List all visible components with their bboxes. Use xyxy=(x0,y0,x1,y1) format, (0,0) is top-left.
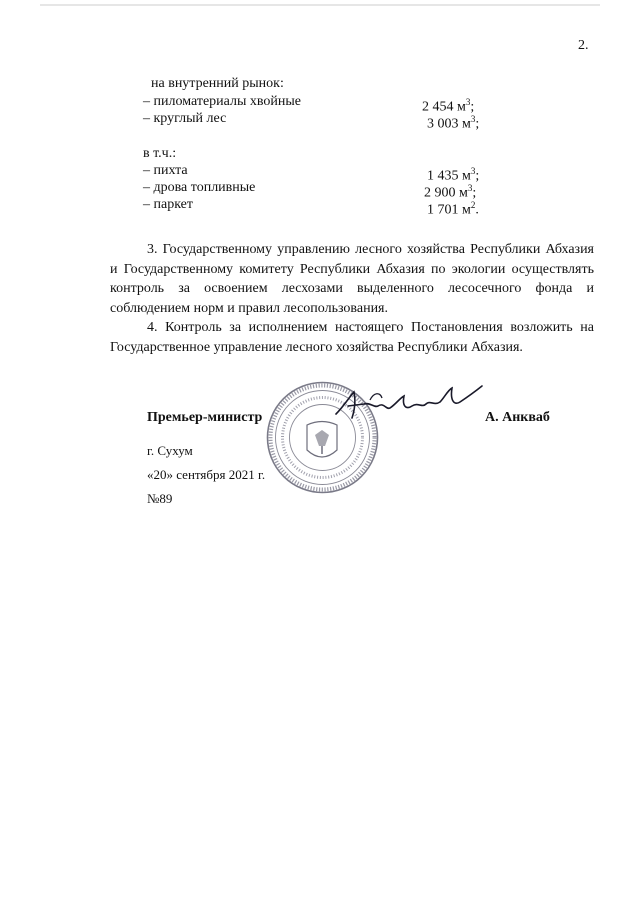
item-label: – пиломатериалы хвойные xyxy=(143,94,301,109)
page-number: 2. xyxy=(578,38,589,53)
item-label: – паркет xyxy=(143,197,193,212)
handwritten-signature xyxy=(330,378,490,428)
item-value: 2 454 $м^3$; xyxy=(422,97,475,115)
item-label: – пихта xyxy=(143,163,188,178)
signatory-title: Премьер-министр xyxy=(147,410,263,425)
date: «20» сентября 2021 г. xyxy=(147,467,266,482)
signatory-name: А. Анкваб xyxy=(485,410,550,425)
city: г. Сухум xyxy=(147,443,193,458)
paragraph-3: 3. Государственному управлению лесного хозяйства Республики Абхазия и Государственному комитету Республики Абхазия по экологии осуществлять контроль за освоением лесхозами выделенного лесосечного фонда и соблюдением норм и правил лесопользования. xyxy=(110,242,594,316)
item-label: – круглый лес xyxy=(143,111,227,126)
item-value: 1 435 $м^3$; xyxy=(427,166,480,184)
item-label: – дрова топливные xyxy=(143,180,256,195)
document-number: №89 xyxy=(147,491,173,506)
item-value: 2 900 $м^3$; xyxy=(424,183,477,201)
item-value: 1 701 $м^2$. xyxy=(427,200,479,218)
item-value: 3 003 $м^3$; xyxy=(427,114,480,132)
including-header: в т.ч.: xyxy=(143,146,177,161)
domestic-market-header: на внутренний рынок: xyxy=(151,76,284,91)
paragraph-4: 4. Контроль за исполнением настоящего Постановления возложить на Государственное управление лесного хозяйства Республики Абхазия. xyxy=(110,320,594,355)
scan-edge-line xyxy=(40,4,600,6)
